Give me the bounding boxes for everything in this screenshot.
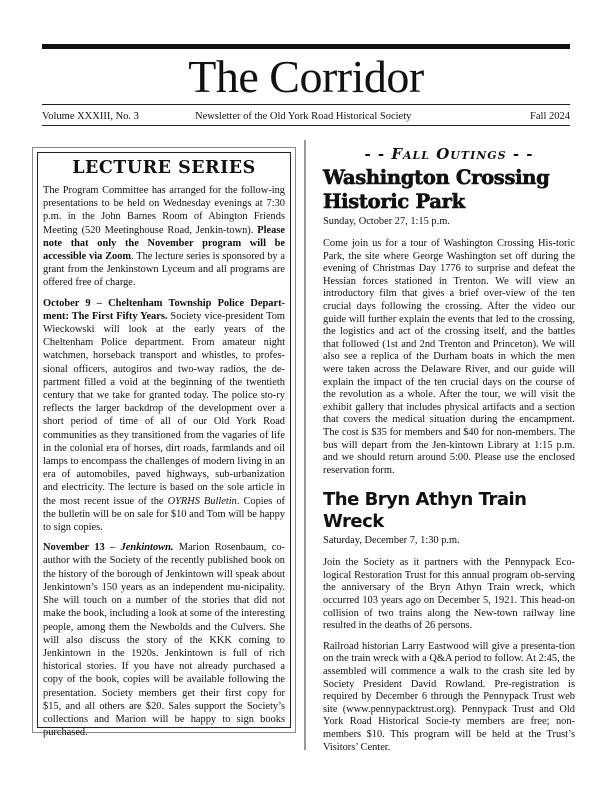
bryn-athyn-body-2: Railroad historian Larry Eastwood will give a presenta-tion on the train wreck with a Q&A period to follow. At 2:45, the assembled will commence a walk to the crash site led by Society President David Rowland. Pre-registration is required by December 6 through the Pennypack Trust web site (www.pennypacktrust.org). Pennypack Trust and Old York Road Historical Socie-ty members are free; non-members $10. This program will be held at the Trust’s Visitors’ Center.: [323, 640, 575, 753]
november-lecture-date: November 13 –: [43, 542, 121, 554]
masthead-rule-lower: [42, 125, 570, 126]
column-divider: [304, 140, 306, 750]
zoom-note: Please note that only the November program will be accessible via Zoom: [43, 224, 285, 263]
volume-number: Volume XXXIII, No. 3: [42, 111, 139, 122]
masthead-top-rule: [42, 44, 570, 49]
bryn-athyn-body-1: Join the Society as it partners with the Pennypack Eco-logical Restoration Trust for this annual program ob-serving the anniversary of the Bryn Athyn Train wreck, which occurred 103 years ago on December 5, 1921. This head-on collision of two trains along the New-town railway line resulted in the deaths of 26 persons.: [323, 557, 575, 632]
november-lecture-title: Jenkintown.: [120, 542, 174, 554]
fall-outings-column: [323, 144, 575, 754]
issue-season: Fall 2024: [530, 111, 570, 122]
lecture-november: November 13 – Jenkintown. Marion Rosenbaum, co-author with the Society of the recently published book on the history of the borough of Jenkintown will speak about Jenkintown’s 150 years as an independent mu-nicipality. She will touch on a number of the stories that did not make the book, including a look at some of the interesting people, among them the Newbolds and the Culvers. She will also discuss the story of the KKK coming to Jenkintown in the 1920s. Jenkintown is full of rich historical stories. If you have not already purchased a copy of the book, copies will be available following the presentation. Society members get their first copy for $15, and all others are $20. Sales support the Society’s collections and Marion will be happy to sign books purchased.: [43, 542, 286, 739]
lecture-series-title: LECTURE SERIES: [72, 158, 256, 178]
bryn-athyn-title: The Bryn Athyn Train Wreck: [323, 489, 527, 533]
fall-outings-header: - - Fall Outings - -: [364, 145, 534, 163]
washington-crossing-title: Washington Crossing Historic Park: [323, 166, 550, 213]
washington-crossing-date: Sunday, October 27, 1:15 p.m.: [323, 216, 450, 227]
newsletter-subtitle: Newsletter of the Old York Road Historical Society: [195, 111, 412, 122]
bulletin-name: OYRHS Bulletin: [167, 495, 237, 507]
lecture-intro: The Program Committee has arranged for the follow-ing presentations to be held on Wednesday evenings at 7:30 p.m. in the John Barnes Room of Abington Friends Meeting (520 Meetinghouse Road, Jenkin-town). Please note that only the November program will be accessible via Zoom. The lecture series is sponsored by a grant from the Jenkinstown Lyceum and all programs are offered free of charge.: [43, 185, 285, 289]
lecture-october: October 9 – Cheltenham Township Police Depart-ment: The First Fifty Years. Society vice-president Tom Wieckowski will look at the early years of the Cheltenham Police department. From amateur night watchmen, horseback transport and whistles, to profes-sional officers, autogiros and two-way radios, the de-partment filled a void at the beginning of the twentieth century that we take for granted today. The police sto-ry reflects the larger backdrop of the development over a short period of time of all of our Old York Road communities as they transitioned from the vagaries of life in the colonial era of horses, dirt roads, farmlands and oil lamps to encompass the challenges of modern living in an era of automobiles, paved highways, sub-urbanization and electricity. The lecture is based on the sole article in the most recent issue of the OYRHS Bulletin. Copies of the bulletin will be on sale for $10 and Tom will be happy to sign copies.: [43, 297, 286, 534]
washington-crossing-body: Come join us for a tour of Washington Crossing His-toric Park, the site where George Washington set off during the evening of Christmas Day 1776 to surprise and defeat the Hessian forces stationed in Trenton. We will view an introductory film that gives a brief over-view of the ten crucial days following the crossing. After the video our guide will further explain the events that led to the crossing, the logistics and act of the crossing itself, and the battles that followed (1st and 2nd Trenton and Princeton). We will also see a replica of the Durham boats in which the men were taken across the Delaware River, and our guide will explain the impact of the ten crucial days on the course of the revolution as a whole. After the tour, we will visit the exhibit gallery that includes physical artifacts and a section that covers the medical situation during the encampment. The cost is $35 for members and $40 for non-members. The bus will depart from the Jen-kintown Library at 1:15 p.m. and we should return around 5:00. Please use the enclosed reservation form.: [323, 238, 575, 476]
masthead-rule-upper: [42, 104, 570, 105]
lecture-series-box: [32, 147, 296, 739]
october-lecture-title: October 9 – Cheltenham Township Police Depart-ment: The First Fifty Years.: [43, 297, 285, 322]
newsletter-title: The Corridor: [188, 51, 424, 102]
bryn-athyn-date: Saturday, December 7, 1:30 p.m.: [323, 535, 460, 547]
